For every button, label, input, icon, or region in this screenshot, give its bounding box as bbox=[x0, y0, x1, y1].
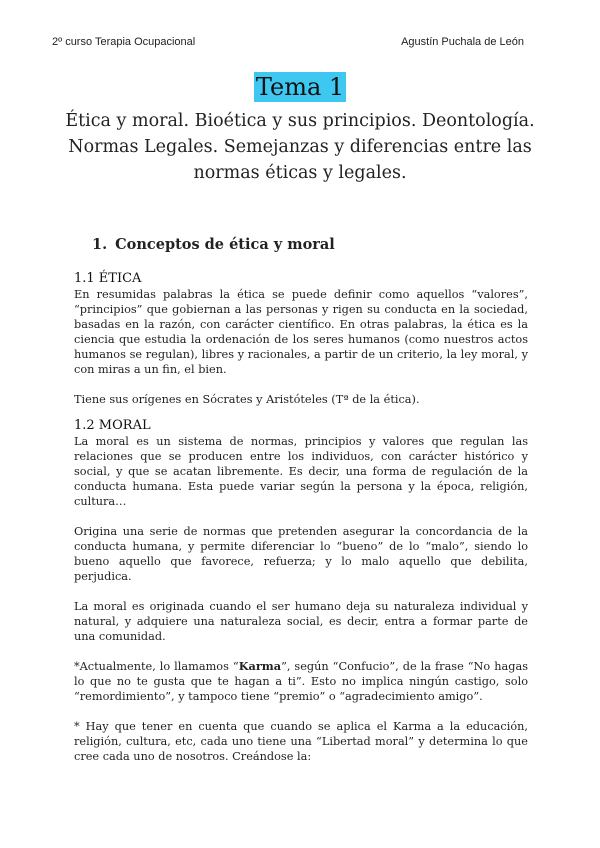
etica-paragraph-1: En resumidas palabras la ética se puede definir como aquellos “valores”, “principios” que gobiernan a las personas y rigen su conducta en la sociedad, basadas en la razón, con carácter científico. En otras palabras, la ética es la ciencia que estudia la ordenación de los seres humanos (como nuestros actos humanos se regulan), libres y racionales, a partir de un criterio, la ley moral, y con miras a un fin, el bien. bbox=[74, 288, 528, 376]
karma-pre: *Actualmente, lo llamamos “ bbox=[74, 660, 239, 673]
document-body bbox=[74, 270, 528, 779]
header-author: Agustín Puchala de León bbox=[401, 36, 524, 48]
moral-heading: 1.2 MORAL bbox=[74, 418, 151, 433]
karma-post: ”, según “Confucio”, de la frase “No hagas lo que no te gusta que te hagan a ti”. Esto no implica ningún castigo, solo “remordimiento”, y tampoco tiene “premio” o “agradecimiento amigo”. bbox=[74, 660, 529, 703]
section-title: Conceptos de ética y moral bbox=[115, 236, 335, 253]
etica-paragraph-2: Tiene sus orígenes en Sócrates y Aristóteles (Tª de la ética). bbox=[74, 393, 420, 406]
moral-paragraph-3: La moral es originada cuando el ser humano deja su naturaleza individual y natural, y adquiere una naturaleza social, es decir, entra a formar parte de una comunidad. bbox=[74, 600, 528, 643]
page-subtitle: Ética y moral. Bioética y sus principios. Deontología. Normas Legales. Semejanzas y diferencias entre las normas éticas y legales. bbox=[65, 111, 535, 183]
karma-term: Karma bbox=[238, 659, 282, 673]
moral-paragraph-1: La moral es un sistema de normas, principios y valores que regulan las relaciones que se producen entre los individuos, con carácter histórico y social, y que se acatan libremente. Es decir, una forma de regulación de la conducta humana. Esta puede variar según la persona y la época, religión, cultura… bbox=[74, 435, 528, 508]
etica-heading: 1.1 ÉTICA bbox=[74, 271, 142, 286]
title-wrap bbox=[0, 72, 600, 102]
section-number: 1. bbox=[92, 236, 108, 253]
moral-paragraph-5: * Hay que tener en cuenta que cuando se aplica el Karma a la educación, religión, cultura, etc, cada uno tiene una “Libertad moral” y determina lo que cree cada uno de nosotros. Creándose la: bbox=[74, 720, 528, 763]
moral-paragraph-2: Origina una serie de normas que pretenden asegurar la concordancia de la conducta humana, y permite diferenciar lo “bueno” de lo “malo”, siendo lo bueno aquello que favorece, refuerza; y lo malo aquello que debilita, perjudica. bbox=[74, 525, 528, 583]
section-heading bbox=[92, 236, 335, 253]
moral-paragraph-4 bbox=[74, 659, 528, 704]
page-title: Tema 1 bbox=[255, 73, 345, 101]
header-course: 2º curso Terapia Ocupacional bbox=[52, 36, 196, 48]
